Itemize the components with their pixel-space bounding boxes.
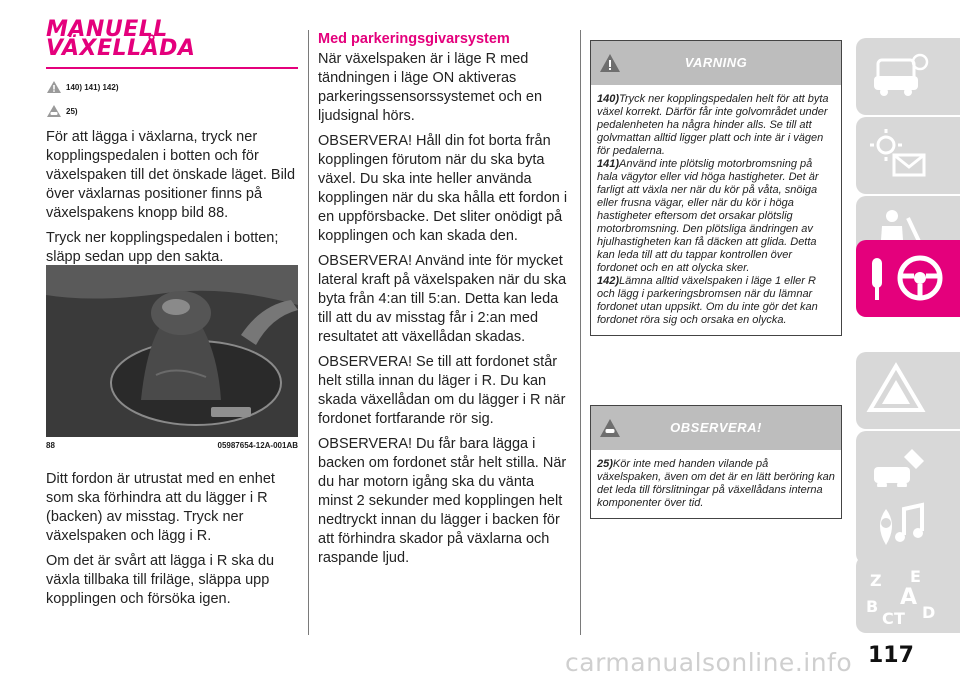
warning-triangle-icon (46, 80, 62, 94)
note-reference-numbers: 25) (66, 106, 78, 116)
svg-text:C: C (882, 609, 894, 628)
warning-box (590, 40, 842, 336)
figure-number: 88 (46, 441, 55, 450)
figure-caption (46, 441, 298, 450)
alphabetical-index-icon (864, 564, 944, 628)
warning-item-number: 142) (597, 275, 620, 287)
warning-item-text: Tryck ner kopplingspedalen helt för att byta växel korrekt. Därför får inte golvområdet under pedalenheten ha några hinder alls. Se till att golvmattan alltid ligger platt och inte är i vägen för pedalerna. (597, 93, 829, 157)
figure-code: 05987654-12A-001AB (217, 441, 298, 450)
paragraph-reverse-lockout: Ditt fordon är utrustat med en enhet som ska förhindra att du lägger i R (backen) av misstag. Tryck ner växelspaken och lägg i R. (46, 471, 275, 544)
svg-text:E: E (910, 567, 921, 586)
warning-item-text: Använd inte plötslig motorbromsning på hala vägytor eller vid höga hastigheter. Det är farligt att växla ner när du kör på våta, snöiga eller frusna vägar, eller när du kör i höga hastigheter eftersom det orsakar plötslig motorbromsning. Den plötsliga ändringen av hjulhastigheten kan få däcken att glida. Detta kan leda till att du tappar kontrollen över fordonet och en att olycka sker. (597, 158, 819, 274)
key-steering-wheel-icon (864, 248, 954, 308)
warning-box-title: VARNING (684, 55, 748, 70)
paragraph-parking-sensors: När växelspaken är i läge R med tändningen i läge ON aktiveras parkeringssensorssystemet och en ljudsignal hörs. (318, 51, 543, 124)
chapter-title-line1: MANUELL (46, 17, 168, 42)
note-item-number: 25) (597, 458, 613, 470)
chapter-title-line2: VÄXELLÅDA (46, 36, 196, 61)
paragraph-wait-reverse: OBSERVERA! Du får bara lägga i backen om fordonet står helt stilla. När du har motorn igång ska du vänta minst 2 sekunder med kopplingen helt nedtryckt innan du lägger i backen för att förhindra skador på växlarna och raspande ljud. (318, 436, 567, 566)
svg-text:D: D (922, 603, 936, 622)
warning-lights-icon (864, 125, 934, 185)
paragraph-shifting: För att lägga i växlarna, tryck ner kopplingspedalen i botten och för växelspaken till det önskade läget. Bild över växlarnas positioner finns på växelspakens knopp bild 88. (46, 129, 296, 221)
chapter-tab-driving[interactable] (856, 240, 960, 317)
svg-text:Z: Z (870, 571, 882, 590)
emergency-triangle-icon (864, 360, 934, 420)
note-item-text: Kör inte med handen vilande på växelspaken, även om det är en lätt beröring kan det leda till förslitningar på växellådans interna komponenter över tid. (597, 458, 835, 509)
warning-reference (46, 80, 118, 94)
warning-item-number: 141) (597, 158, 620, 170)
warning-item (597, 275, 835, 327)
note-box-body (591, 450, 841, 518)
paragraph-clutch-release: Tryck ner kopplingspedalen i botten; släpp sedan upp den sakta. (46, 230, 279, 265)
chapter-tab-index[interactable] (856, 556, 960, 633)
paragraph-reverse-difficulty: Om det är svårt att lägga i R ska du växla tillbaka till friläge, släppa upp kopplingen och försöka igen. (46, 553, 275, 607)
note-box-header (591, 406, 841, 450)
column-divider (308, 30, 309, 635)
warning-item-text: Lämna alltid växelspaken i läge 1 eller R och lägg i parkeringsbromsen när du lämnar fordonet utan uppsikt. Om du inte gör det kan fordonet röra sig och orsaka en olycka. (597, 275, 818, 326)
note-reference (46, 104, 78, 118)
svg-text:A: A (900, 585, 918, 610)
intro-text (46, 128, 298, 273)
chapter-tab-multimedia[interactable] (856, 487, 960, 564)
chapter-tab-warning-lights[interactable] (856, 117, 960, 194)
svg-text:B: B (866, 597, 879, 616)
warning-box-header (591, 41, 841, 85)
gear-shift-photo (46, 265, 298, 437)
car-note-triangle-icon (46, 104, 62, 118)
note-box (590, 405, 842, 519)
gear-shift-illustration (46, 265, 298, 437)
multimedia-icon (864, 495, 934, 555)
svg-text:T: T (894, 609, 905, 628)
note-box-title: OBSERVERA! (670, 420, 762, 435)
page-number: 117 (868, 643, 914, 668)
warning-box-body (591, 85, 841, 335)
warning-item-number: 140) (597, 93, 620, 105)
paragraph-clutch-caution: OBSERVERA! Håll din fot borta från kopplingen förutom när du ska byta växel. Du ska inte heller använda kopplingen när du ska hålla ett fordon i en uppförsbacke. Det sliter onödigt på kopplingen och kan skada den. (318, 133, 568, 244)
chapter-tab-car-info[interactable] (856, 38, 960, 115)
car-info-icon (864, 46, 934, 106)
paragraph-stationary: OBSERVERA! Se till att fordonet står helt stilla innan du läger i R. Du kan skada växellådan om du lägger i R när fordonet fortfarande rör sig. (318, 354, 566, 427)
reverse-text (46, 470, 298, 615)
parking-sensor-section (318, 30, 570, 574)
column-divider (580, 30, 581, 635)
note-item (597, 458, 835, 510)
chapter-title (46, 17, 196, 61)
paragraph-lateral-force: OBSERVERA! Använd inte för mycket lateral kraft på växelspaken när du ska byta från 4:an till 5:an. Detta kan leda till att du av misstag får i 2:an med resultatet att växellådan skadas. (318, 253, 567, 345)
watermark-text: carmanualsonline.info (565, 648, 853, 677)
section-heading: Med parkeringsgivarsystem (318, 31, 510, 47)
warning-reference-numbers: 140) 141) 142) (66, 82, 119, 92)
chapter-tab-emergency[interactable] (856, 352, 960, 429)
warning-item (597, 93, 835, 158)
warning-item (597, 158, 835, 275)
title-rule (46, 67, 298, 69)
